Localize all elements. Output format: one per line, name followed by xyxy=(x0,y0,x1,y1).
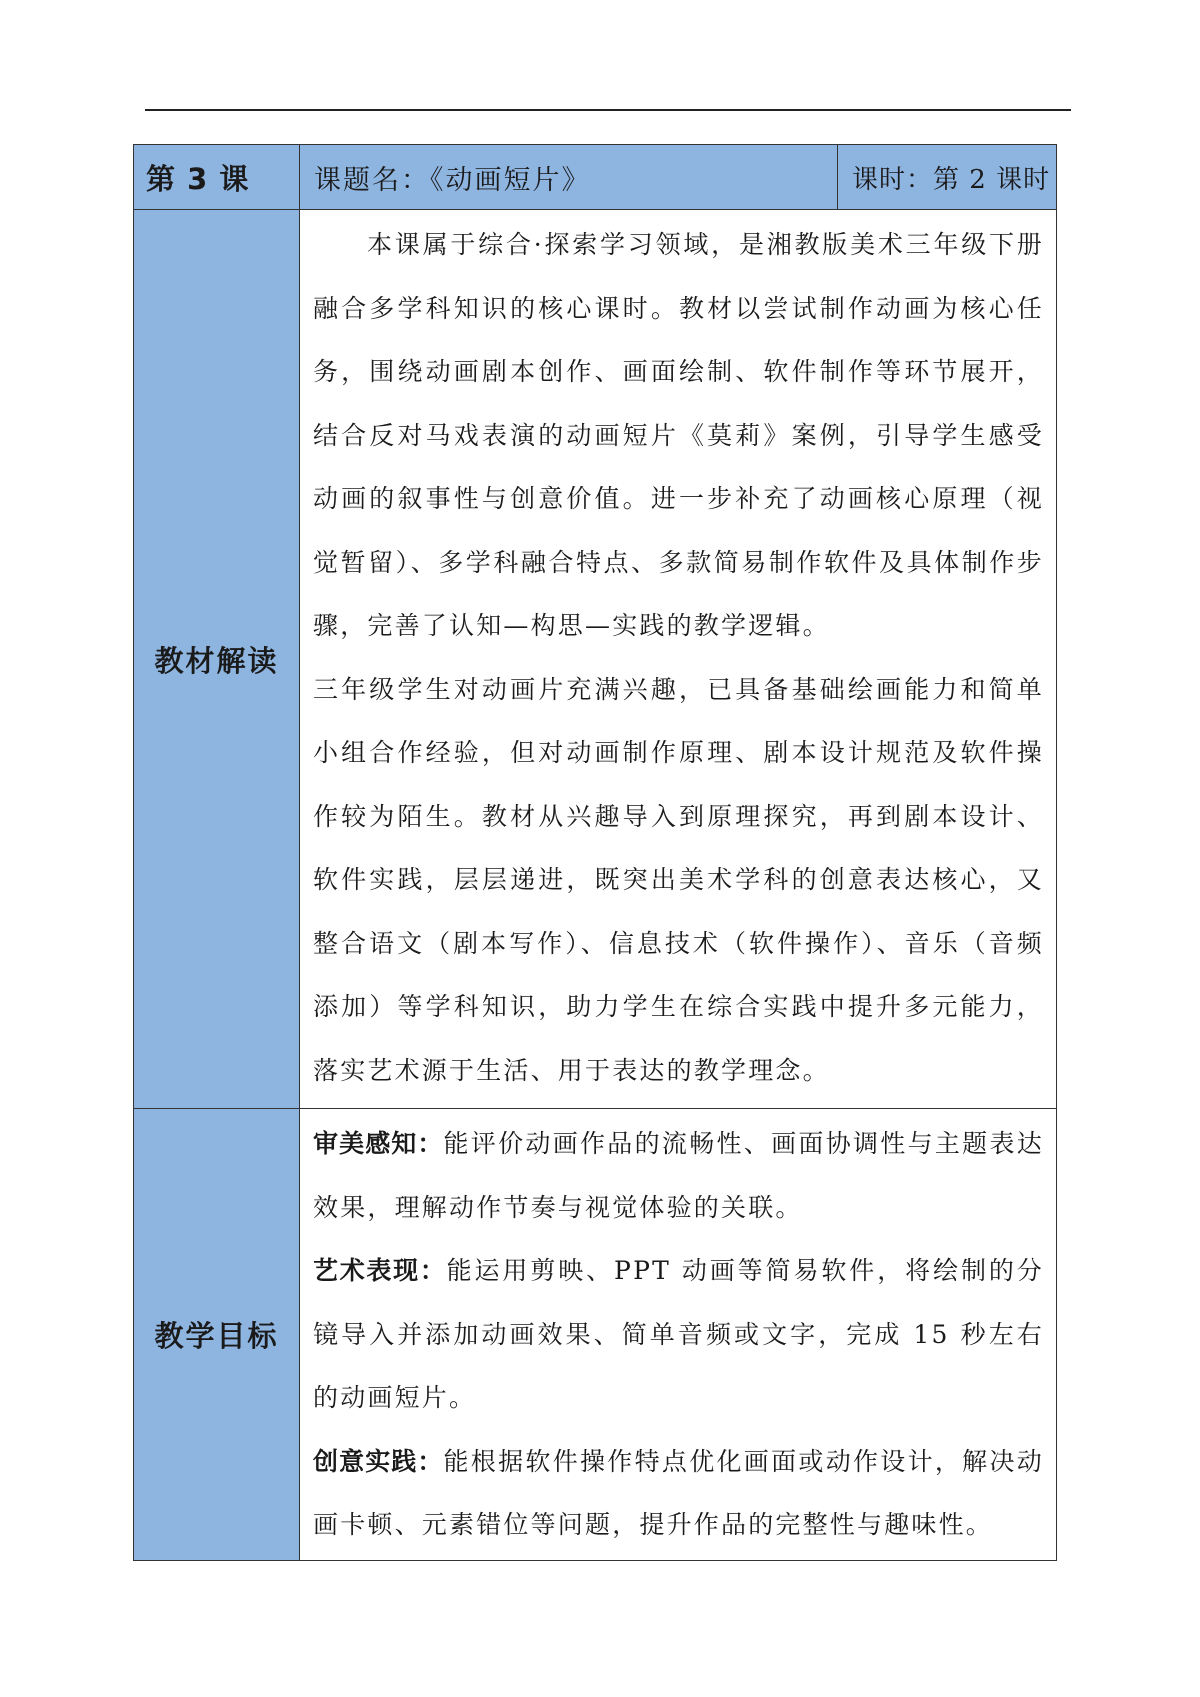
lesson-hours: 课时：第 2 课时 xyxy=(838,145,1057,210)
textbook-analysis-content xyxy=(300,210,1057,1109)
teaching-objectives-content xyxy=(300,1109,1057,1561)
objective-aesthetic xyxy=(313,1112,1044,1239)
objective-expression-text: 能运用剪映、PPT 动画等简易软件，将绘制的分镜导入并添加动画效果、简单音频或文字，完成 15 秒左右的动画短片。 xyxy=(313,1256,1044,1412)
lesson-title: 课题名：《动画短片》 xyxy=(300,145,838,210)
objective-creative-text: 能根据软件操作特点优化画面或动作设计，解决动画卡顿、元素错位等问题，提升作品的完整性与趣味性。 xyxy=(313,1446,1044,1539)
objective-creative xyxy=(313,1430,1044,1557)
objective-creative-key: 创意实践： xyxy=(313,1446,444,1476)
objective-aesthetic-key: 审美感知： xyxy=(313,1129,444,1158)
teaching-objectives-row xyxy=(134,1109,1057,1561)
textbook-analysis-row xyxy=(134,210,1057,1109)
table-header-row xyxy=(134,145,1057,210)
objective-expression-key: 艺术表现： xyxy=(313,1256,447,1285)
textbook-paragraph-1: 本课属于综合·探索学习领域，是湘教版美术三年级下册融合多学科知识的核心课时。教材以尝试制作动画为核心任务，围绕动画剧本创作、画面绘制、软件制作等环节展开，结合反对马戏表演的动画短片《莫莉》案例，引导学生感受动画的叙事性与创意价值。进一步补充了动画核心原理（视觉暂留）、多学科融合特点、多款简易制作软件及具体制作步骤，完善了认知—构思—实践的教学逻辑。 xyxy=(313,230,1044,640)
objective-expression xyxy=(313,1239,1044,1430)
page-header-rule xyxy=(145,109,1071,111)
textbook-paragraph-2: 三年级学生对动画片充满兴趣，已具备基础绘画能力和简单小组合作经验，但对动画制作原理、剧本设计规范及软件操作较为陌生。教材从兴趣导入到原理探究，再到剧本设计、软件实践，层层递进，既突出美术学科的创意表达核心，又整合语文（剧本写作）、信息技术（软件操作）、音乐（音频添加）等学科知识，助力学生在综合实践中提升多元能力，落实艺术源于生活、用于表达的教学理念。 xyxy=(313,674,1044,1085)
textbook-analysis-label: 教材解读 xyxy=(134,210,300,1109)
objective-aesthetic-text: 能评价动画作品的流畅性、画面协调性与主题表达效果，理解动作节奏与视觉体验的关联。 xyxy=(313,1129,1044,1222)
lesson-number: 第 3 课 xyxy=(134,145,300,210)
lesson-plan-table xyxy=(133,144,1057,1561)
teaching-objectives-label: 教学目标 xyxy=(134,1109,300,1561)
